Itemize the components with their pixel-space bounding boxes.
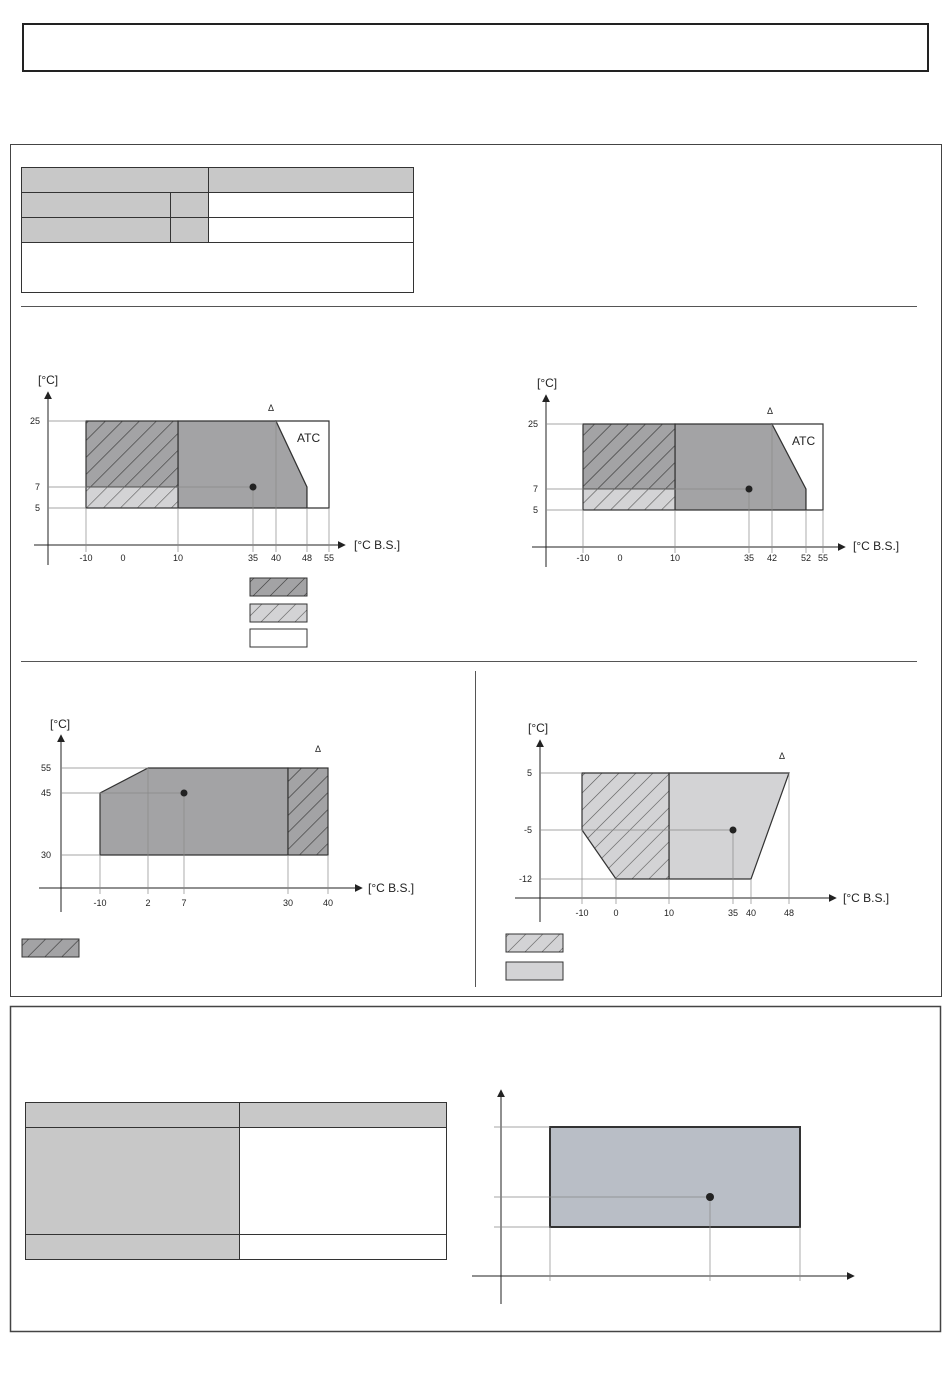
table-header-cell (26, 1103, 240, 1128)
table-cell (26, 1235, 240, 1260)
chart2-annotation-atc: ATC (792, 434, 816, 448)
chart2-x-tick: 35 (743, 553, 755, 563)
chart2-annotation-delta: Δ (767, 406, 774, 416)
chart-5 (472, 1090, 854, 1304)
chart3-x-tick: 40 (322, 898, 334, 908)
chart5-region (550, 1127, 800, 1227)
legend-swatch-light-hatched (250, 604, 307, 622)
chart3-y-tick: 55 (40, 763, 51, 773)
chart4-y-tick: -12 (518, 874, 532, 884)
chart1-x-tick: 35 (247, 553, 259, 563)
chart2-design-point (746, 486, 753, 493)
legend-swatch-light-hatched-2 (506, 934, 563, 952)
chart2-y-tick: 25 (527, 419, 538, 429)
chart3-x-tick: 7 (181, 898, 187, 908)
chart4-annotation-delta: Δ (779, 751, 786, 761)
chart4-design-point (730, 827, 737, 834)
chart1-region-light-hatched (86, 487, 178, 508)
chart4-region-light (669, 773, 789, 879)
chart3-region-dark (100, 768, 288, 855)
chart4-x-tick: 10 (663, 908, 675, 918)
chart2-x-tick: 42 (766, 553, 778, 563)
legend-swatch-dark-hatched-2 (22, 939, 79, 957)
chart3-design-point (181, 790, 188, 797)
chart2-x-label: [°C B.S.] (853, 539, 900, 553)
chart3-x-tick: -10 (93, 898, 107, 908)
chart-1 (30, 373, 400, 647)
chart3-y-tick: 45 (40, 788, 51, 798)
chart5-design-point (706, 1193, 714, 1201)
chart1-x-tick: 0 (120, 553, 126, 563)
chart1-y-tick: 25 (29, 416, 40, 426)
chart2-x-tick: -10 (576, 553, 590, 563)
chart4-x-tick: -10 (575, 908, 589, 918)
table-header-cell (240, 1103, 447, 1128)
legend-swatch-light (506, 962, 563, 980)
chart-4 (506, 721, 889, 980)
spec-table-bottom (25, 1102, 447, 1260)
legend-swatch-dark-hatched (250, 578, 307, 596)
chart1-annotation-atc: ATC (297, 431, 321, 445)
chart-2 (528, 376, 899, 567)
chart3-y-tick: 30 (40, 850, 51, 860)
chart1-x-tick: 40 (270, 553, 282, 563)
chart3-region-dark-hatched (288, 768, 328, 855)
chart1-x-tick: 10 (172, 553, 184, 563)
chart4-y-tick: -5 (523, 825, 532, 835)
chart4-x-tick: 40 (745, 908, 757, 918)
chart1-x-tick: -10 (79, 553, 93, 563)
chart4-x-label: [°C B.S.] (843, 891, 890, 905)
chart4-y-label: [°C] (528, 721, 549, 735)
chart3-x-label: [°C B.S.] (368, 881, 415, 895)
legend-swatch-white (250, 629, 307, 647)
chart2-y-tick: 5 (532, 505, 538, 515)
chart4-x-tick: 0 (613, 908, 619, 918)
chart2-y-label: [°C] (537, 376, 558, 390)
chart2-x-tick: 10 (669, 553, 681, 563)
chart1-x-label: [°C B.S.] (354, 538, 401, 552)
chart2-y-tick: 7 (532, 484, 538, 494)
chart4-region-light-hatched (582, 773, 669, 879)
chart4-y-tick: 5 (526, 768, 532, 778)
chart3-x-tick: 2 (145, 898, 151, 908)
chart1-x-tick: 55 (323, 553, 335, 563)
chart1-region-dark-hatched (86, 421, 178, 487)
chart4-x-tick: 35 (727, 908, 739, 918)
chart1-y-tick: 5 (34, 503, 40, 513)
chart3-annotation-delta: Δ (315, 744, 322, 754)
table-cell (26, 1128, 240, 1235)
chart2-region-light-hatched (583, 489, 675, 510)
chart1-annotation-delta: Δ (268, 403, 275, 413)
chart2-x-tick: 0 (617, 553, 623, 563)
chart1-y-tick: 7 (34, 482, 40, 492)
table-cell (240, 1235, 447, 1260)
chart2-x-tick: 52 (800, 553, 812, 563)
chart1-y-label: [°C] (38, 373, 59, 387)
chart-3 (22, 717, 414, 957)
chart3-y-label: [°C] (50, 717, 71, 731)
chart1-design-point (250, 484, 257, 491)
chart3-x-tick: 30 (282, 898, 294, 908)
chart1-x-tick: 48 (301, 553, 313, 563)
chart4-x-tick: 48 (783, 908, 795, 918)
table-cell (240, 1128, 447, 1235)
chart2-x-tick: 55 (817, 553, 829, 563)
chart2-region-dark-hatched (583, 424, 675, 489)
